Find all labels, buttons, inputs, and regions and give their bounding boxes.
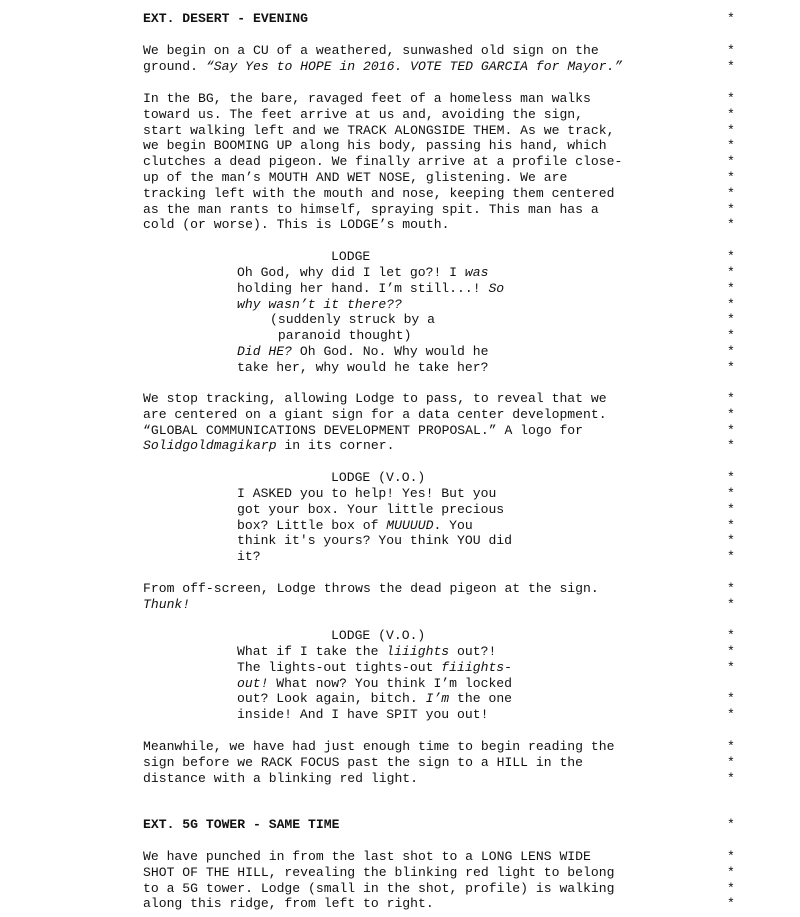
line-text: We stop tracking, allowing Lodge to pass, to reveal that we [143,391,607,406]
line-text: holding her hand. I’m still...! [237,280,489,296]
line-text: out?! [449,644,497,659]
line-text: LODGE (V.O.) [331,470,426,485]
revision-asterisk: * [727,470,735,485]
line-text: take her, why would he take her? [237,359,489,375]
script-line [270,328,435,344]
italic-text: “Say Yes to HOPE in 2016. VOTE TED GARCIA for Mayor.” [205,58,623,74]
script-line [237,707,512,723]
script-line [143,817,339,833]
revision-asterisk: * [727,707,735,723]
line-text: in its corner. [276,438,395,454]
revision-asterisk: * [727,517,735,533]
line-text: we begin BOOMING UP along his body, passing his hand, which [143,138,607,154]
dialogue-block [237,344,488,376]
revision-asterisk: * [727,249,735,264]
dialogue-block [237,486,512,565]
script-line [237,297,504,313]
revision-asterisk: * [727,659,735,675]
italic-text: Solidgoldmagikarp [143,438,277,454]
revision-asterisk: * [727,11,735,26]
italic-text: fiiights- [441,659,513,675]
revision-asterisk: * [727,849,735,864]
character-cue [331,470,425,486]
line-text: distance with a blinking red light. [143,770,419,786]
revision-asterisk: * [727,185,735,201]
script-line [143,170,622,186]
line-text: are centered on a giant sign for a data center development. [143,406,607,422]
line-text: inside! And I have SPIT you out! [237,707,489,723]
line-text: We begin on a CU of a weathered, sunwashed old sign on the [143,43,599,58]
line-text: paranoid thought) [270,327,412,343]
revision-asterisk: * [727,391,735,406]
revision-asterisk: * [727,122,735,138]
line-text: ground. [143,58,206,74]
script-line [237,265,504,281]
italic-text: was [464,265,489,280]
revision-asterisk: * [727,549,735,565]
italic-text: Did HE? [237,344,293,359]
revision-asterisk: * [727,864,735,880]
script-line [237,502,512,518]
script-line [237,533,512,549]
script-line [237,486,512,502]
script-line [331,249,370,265]
script-line [237,660,512,676]
revision-asterisk: * [727,91,735,106]
script-line [143,11,308,27]
script-line [143,91,622,107]
line-text: it? [237,549,261,565]
action-block [143,581,599,613]
script-line [143,154,622,170]
dialogue-block [237,265,504,312]
action-block [143,91,622,233]
revision-asterisk: * [727,169,735,185]
revision-asterisk: * [727,327,735,343]
script-line [143,202,622,218]
italic-text: I’m [425,691,450,707]
line-text: tracking left with the mouth and nose, keeping them centered [143,185,615,201]
line-text: sign before we RACK FOCUS past the sign to a HILL in the [143,754,584,770]
script-line [143,217,622,233]
dialogue-block [237,644,512,723]
script-line [143,771,614,787]
script-line [143,43,622,59]
line-text: toward us. The feet arrive at us and, avoiding the sign, [143,106,584,122]
italic-text: out! [237,675,269,691]
action-block [143,43,622,75]
line-text: think it's yours? You think YOU did [237,533,513,549]
italic-text: Thunk! [143,596,191,612]
character-cue [331,628,425,644]
revision-asterisk: * [727,406,735,422]
revision-asterisk: * [727,154,735,170]
revision-asterisk: * [727,533,735,549]
script-line [143,438,607,454]
revision-marks [727,849,737,912]
revision-asterisk: * [727,596,735,612]
revision-asterisk: * [727,344,735,359]
revision-asterisk: * [727,43,735,58]
character-cue [331,249,370,265]
line-text: (suddenly struck by a [270,312,436,327]
script-line [143,423,607,439]
script-line [237,676,512,692]
script-line [331,470,425,486]
action-block [143,391,607,454]
revision-marks [727,391,737,454]
script-line [270,312,435,328]
revision-marks [727,644,737,723]
revision-asterisk: * [727,58,735,74]
line-text: EXT. 5G TOWER - SAME TIME [143,817,340,832]
line-text: to a 5G tower. Lodge (small in the shot, profile) is walking [143,880,615,896]
line-text: What if I take the [237,644,387,659]
script-line [143,597,599,613]
revision-asterisk [727,676,737,692]
revision-asterisk: * [727,280,735,296]
script-line [143,755,614,771]
revision-asterisk: * [727,501,735,517]
revision-asterisk: * [727,628,735,643]
action-block [143,849,614,912]
script-line [143,896,614,912]
line-text: the one [449,691,513,707]
revision-asterisk: * [727,817,735,832]
script-line [143,123,622,139]
line-text: out? Look again, bitch. [237,691,426,707]
parenthetical [270,312,435,344]
revision-asterisk: * [727,217,735,233]
script-line [331,628,425,644]
revision-asterisk: * [727,422,735,438]
line-text: In the BG, the bare, ravaged feet of a homeless man walks [143,91,591,106]
script-line [143,407,607,423]
line-text: “GLOBAL COMMUNICATIONS DEVELOPMENT PROPOSAL.” A logo for [143,422,584,438]
revision-asterisk: * [727,486,735,501]
line-text: up of the man’s MOUTH AND WET NOSE, glistening. We are [143,169,568,185]
scene-heading [143,11,308,27]
revision-asterisk: * [727,896,735,912]
line-text: clutches a dead pigeon. We finally arrive at a profile close- [143,154,623,170]
line-text: got your box. Your little precious [237,501,505,517]
revision-asterisk: * [727,739,735,754]
revision-marks [727,312,737,344]
revision-asterisk: * [727,312,735,327]
revision-asterisk: * [727,106,735,122]
revision-marks [727,11,737,27]
script-line [143,865,614,881]
revision-asterisk: * [727,691,735,707]
italic-text: why wasn’t it there?? [237,296,403,312]
line-text: . You [433,517,473,533]
line-text: We have punched in from the last shot to a LONG LENS WIDE [143,849,591,864]
revision-asterisk: * [727,880,735,896]
line-text: LODGE [331,249,371,264]
script-line [237,360,488,376]
line-text: box? Little box of [237,517,387,533]
italic-text: liiights [386,644,450,659]
revision-asterisk: * [727,138,735,154]
revision-marks [727,470,737,486]
script-line [143,739,614,755]
revision-marks [727,344,737,376]
line-text: start walking left and we TRACK ALONGSIDE THEM. As we track, [143,122,615,138]
revision-marks [727,628,737,644]
revision-asterisk: * [727,438,735,454]
line-text: SHOT OF THE HILL, revealing the blinking red light to belong [143,864,615,880]
italic-text: MUUUUD [386,517,434,533]
line-text: along this ridge, from left to right. [143,896,434,912]
revision-asterisk: * [727,201,735,217]
script-line [143,186,622,202]
revision-asterisk: * [727,296,735,312]
script-line [143,881,614,897]
revision-asterisk: * [727,644,735,659]
script-line [143,391,607,407]
revision-marks [727,43,737,75]
script-line [237,281,504,297]
revision-asterisk: * [727,359,735,375]
revision-asterisk: * [727,581,735,596]
revision-marks [727,581,737,613]
line-text: Oh God, why did I let go?! I [237,265,465,280]
line-text: cold (or worse). This is LODGE’s mouth. [143,217,450,233]
script-line [143,107,622,123]
italic-text: So [488,280,505,296]
line-text: EXT. DESERT - EVENING [143,11,309,26]
revision-marks [727,265,737,312]
line-text: LODGE (V.O.) [331,628,426,643]
script-line [237,549,512,565]
script-line [237,644,512,660]
script-line [143,581,599,597]
revision-asterisk: * [727,265,735,280]
revision-marks [727,91,737,233]
revision-marks [727,739,737,786]
line-text: as the man rants to himself, spraying spit. This man has a [143,201,599,217]
revision-marks [727,817,737,833]
script-line [237,518,512,534]
script-line [143,59,622,75]
revision-asterisk: * [727,770,735,786]
revision-asterisk: * [727,754,735,770]
line-text: The lights-out tights-out [237,659,442,675]
line-text: Oh God. No. Why would he [292,344,489,359]
script-line [143,138,622,154]
line-text: What now? You think I’m locked [268,675,513,691]
script-line [237,344,488,360]
scene-heading [143,817,339,833]
script-line [143,849,614,865]
action-block [143,739,614,786]
revision-marks [727,486,737,565]
revision-marks [727,249,737,265]
line-text: Meanwhile, we have had just enough time to begin reading the [143,739,615,754]
line-text: From off-screen, Lodge throws the dead pigeon at the sign. [143,581,599,596]
script-line [237,691,512,707]
line-text: I ASKED you to help! Yes! But you [237,486,497,501]
